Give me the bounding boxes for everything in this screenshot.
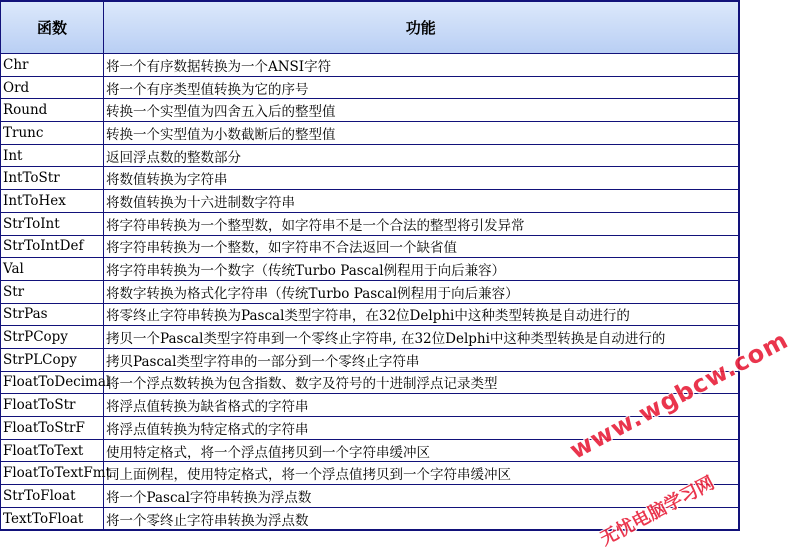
- function-name-cell: IntToHex: [1, 190, 104, 213]
- table-row: [1, 303, 739, 326]
- table-row: [1, 144, 739, 167]
- table-row: [1, 235, 739, 258]
- function-name-cell: Round: [1, 99, 104, 122]
- function-name-cell: Val: [1, 258, 104, 281]
- header-description: 功能: [104, 1, 739, 54]
- watermark-site: 无忧电脑学习网: [596, 472, 718, 551]
- table-row: [1, 462, 739, 485]
- function-name-cell: FloatToText: [1, 439, 104, 462]
- function-name-cell: FloatToStrF: [1, 417, 104, 440]
- function-name-cell: StrPLCopy: [1, 348, 104, 371]
- table-row: [1, 212, 739, 235]
- function-name-cell: Trunc: [1, 122, 104, 145]
- function-description-cell: 将数字转换为格式化字符串（传统Turbo Pascal例程用于向后兼容）: [104, 280, 739, 303]
- function-name-cell: StrPas: [1, 303, 104, 326]
- function-description-cell: 将零终止字符串转换为Pascal类型字符串，在32位Delphi中这种类型转换是自动进行的: [104, 303, 739, 326]
- table-row: [1, 507, 739, 530]
- function-name-cell: FloatToTextFmt: [1, 462, 104, 485]
- table-row: [1, 394, 739, 417]
- table-row: [1, 371, 739, 394]
- function-description-cell: 将一个浮点数转换为包含指数、数字及符号的十进制浮点记录类型: [104, 371, 739, 394]
- function-name-cell: FloatToDecimal: [1, 371, 104, 394]
- table-row: [1, 326, 739, 349]
- table-row: [1, 99, 739, 122]
- function-description-cell: 将字符串转换为一个数字（传统Turbo Pascal例程用于向后兼容）: [104, 258, 739, 281]
- table-row: [1, 258, 739, 281]
- function-name-cell: StrToFloat: [1, 485, 104, 508]
- table-row: [1, 122, 739, 145]
- table-row: [1, 54, 739, 77]
- function-name-cell: TextToFloat: [1, 507, 104, 530]
- function-name-cell: Chr: [1, 54, 104, 77]
- function-name-cell: Ord: [1, 76, 104, 99]
- function-description-cell: 将字符串转换为一个整型数，如字符串不是一个合法的整型将引发异常: [104, 212, 739, 235]
- function-description-cell: 返回浮点数的整数部分: [104, 144, 739, 167]
- table-row: [1, 439, 739, 462]
- function-name-cell: StrToIntDef: [1, 235, 104, 258]
- function-description-cell: 将字符串转换为一个整数，如字符串不合法返回一个缺省值: [104, 235, 739, 258]
- function-description-cell: 转换一个实型值为小数截断后的整型值: [104, 122, 739, 145]
- table-row: [1, 280, 739, 303]
- function-description-cell: 将数值转换为十六进制数字符串: [104, 190, 739, 213]
- function-description-cell: 将浮点值转换为特定格式的字符串: [104, 417, 739, 440]
- function-description-cell: 拷贝一个Pascal类型字符串到一个零终止字符串, 在32位Delphi中这种类型转换是自动进行的: [104, 326, 739, 349]
- table-row: [1, 485, 739, 508]
- table-row: [1, 167, 739, 190]
- function-name-cell: StrToInt: [1, 212, 104, 235]
- watermark-url: www.wgbcw.com: [565, 325, 793, 465]
- function-name-cell: FloatToStr: [1, 394, 104, 417]
- function-name-cell: StrPCopy: [1, 326, 104, 349]
- function-description-cell: 将数值转换为字符串: [104, 167, 739, 190]
- function-description-cell: 拷贝Pascal类型字符串的一部分到一个零终止字符串: [104, 348, 739, 371]
- header-function: 函数: [1, 1, 104, 54]
- function-description-cell: 将浮点值转换为缺省格式的字符串: [104, 394, 739, 417]
- function-description-cell: 将一个有序数据转换为一个ANSI字符: [104, 54, 739, 77]
- function-name-cell: Int: [1, 144, 104, 167]
- function-description-cell: 将一个有序类型值转换为它的序号: [104, 76, 739, 99]
- table-row: [1, 76, 739, 99]
- table-row: [1, 190, 739, 213]
- function-description-cell: 使用特定格式，将一个浮点值拷贝到一个字符串缓冲区: [104, 439, 739, 462]
- function-description-cell: 将一个零终止字符串转换为浮点数: [104, 507, 739, 530]
- function-name-cell: IntToStr: [1, 167, 104, 190]
- function-name-cell: Str: [1, 280, 104, 303]
- table-row: [1, 348, 739, 371]
- function-description-cell: 同上面例程，使用特定格式，将一个浮点值拷贝到一个字符串缓冲区: [104, 462, 739, 485]
- table-header-row: [1, 1, 739, 54]
- function-description-cell: 将一个Pascal字符串转换为浮点数: [104, 485, 739, 508]
- function-description-cell: 转换一个实型值为四舍五入后的整型值: [104, 99, 739, 122]
- table-row: [1, 417, 739, 440]
- table-body: [1, 54, 739, 531]
